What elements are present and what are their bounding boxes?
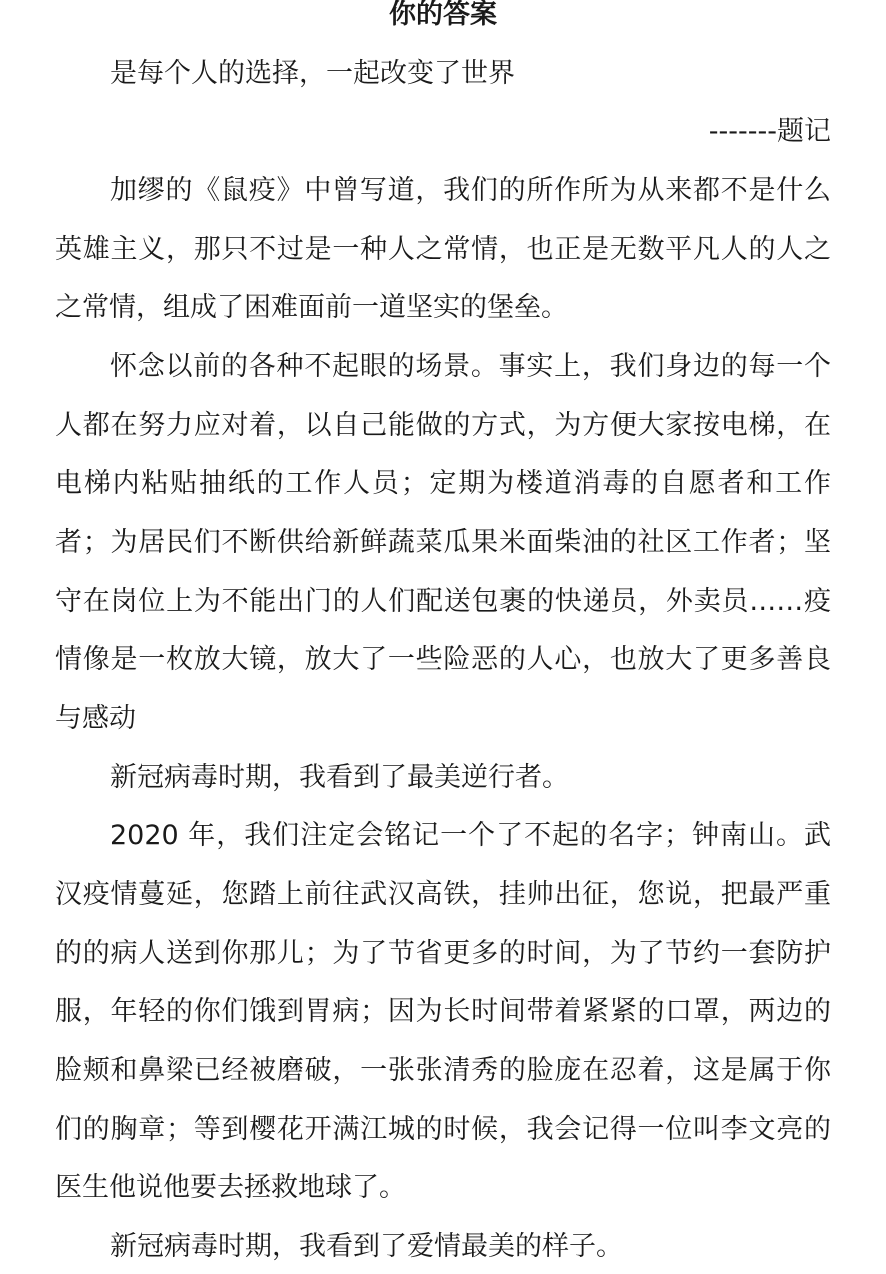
epigraph-attribution: -------题记	[708, 116, 831, 147]
paragraph-3-line-1: 新冠病毒时期，我看到了最美逆行者。	[110, 762, 569, 793]
paragraph-5-line-1: 新冠病毒时期，我看到了爱情最美的样子。	[110, 1231, 623, 1262]
paragraph-2-line-7: 与感动	[55, 703, 136, 734]
essay-title: 你的答案	[389, 0, 497, 30]
paragraph-4-line-2: 汉疫情蔓延，您踏上前往武汉高铁，挂帅出征，您说，把最严重	[55, 879, 831, 910]
paragraph-4-line-3: 的的病人送到你那儿；为了节省更多的时间，为了节约一套防护	[55, 938, 831, 969]
paragraph-2-line-5: 守在岗位上为不能出门的人们配送包裹的快递员，外卖员……疫	[55, 586, 831, 617]
paragraph-4-line-1: 2020 年，我们注定会铭记一个了不起的名字；钟南山。武	[110, 820, 831, 851]
paragraph-1-line-1: 加缪的《鼠疫》中曾写道，我们的所作所为从来都不是什么	[110, 175, 831, 206]
paragraph-4-line-4: 服，年轻的你们饿到胃病；因为长时间带着紧紧的口罩，两边的	[55, 996, 831, 1027]
paragraph-2-line-2: 人都在努力应对着，以自己能做的方式，为方便大家按电梯，在	[55, 410, 831, 441]
paragraph-1-line-2: 英雄主义，那只不过是一种人之常情，也正是无数平凡人的人之	[55, 234, 831, 265]
paragraph-2-line-4: 者；为居民们不断供给新鲜蔬菜瓜果米面柴油的社区工作者；坚	[55, 527, 831, 558]
epigraph-line: 是每个人的选择，一起改变了世界	[110, 58, 515, 89]
paragraph-4-line-7: 医生他说他要去拯救地球了。	[55, 1172, 406, 1203]
paragraph-1-line-3: 之常情，组成了困难面前一道坚实的堡垒。	[55, 292, 568, 323]
paragraph-4-line-5: 脸颊和鼻梁已经被磨破，一张张清秀的脸庞在忍着，这是属于你	[55, 1055, 831, 1086]
paragraph-4-line-6: 们的胸章；等到樱花开满江城的时候，我会记得一位叫李文亮的	[55, 1114, 831, 1145]
paragraph-2-line-6: 情像是一枚放大镜，放大了一些险恶的人心，也放大了更多善良	[55, 644, 831, 675]
paragraph-2-line-3: 电梯内粘贴抽纸的工作人员；定期为楼道消毒的自愿者和工作	[55, 468, 831, 499]
paragraph-2-line-1: 怀念以前的各种不起眼的场景。事实上，我们身边的每一个	[110, 351, 831, 382]
